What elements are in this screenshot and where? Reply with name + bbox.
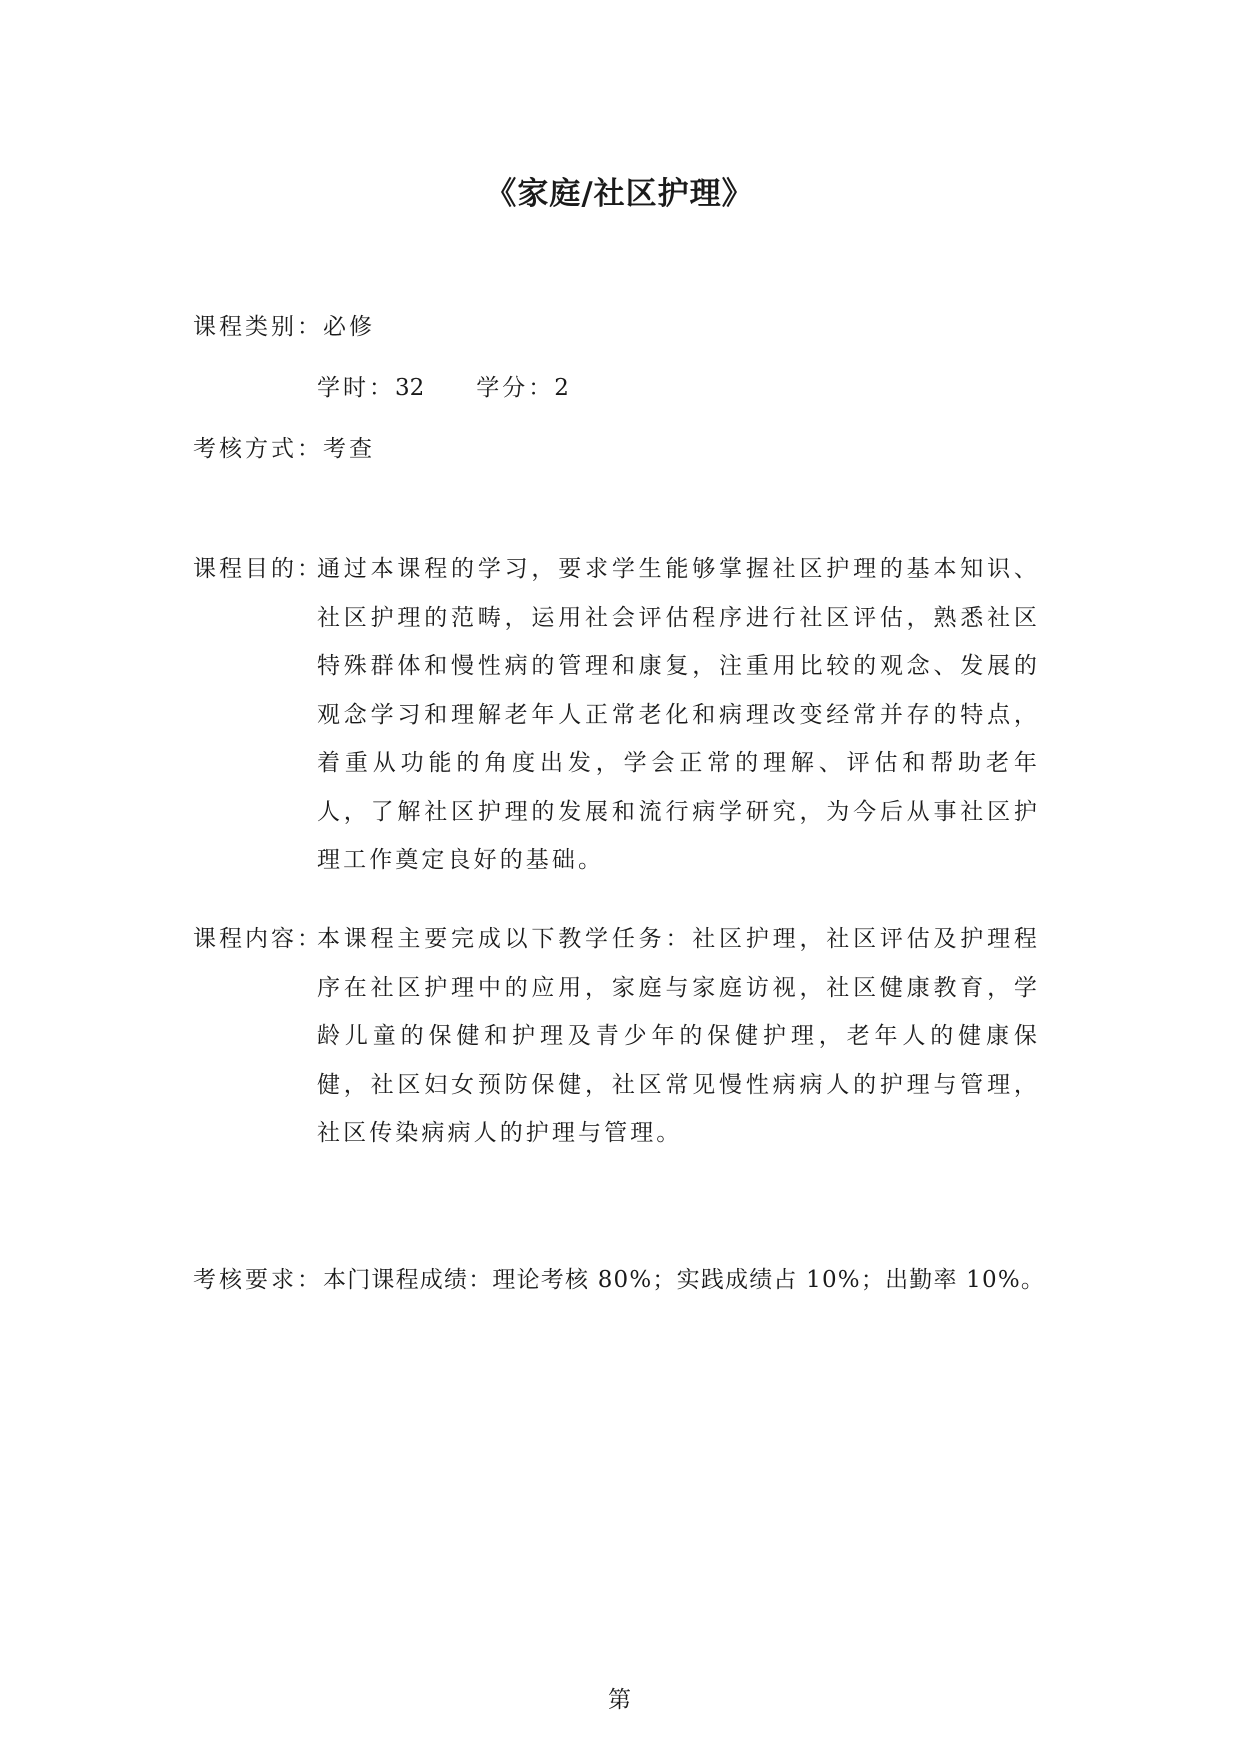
course-objective-label: 课程目的： <box>193 556 323 582</box>
assessment-requirements-text: 本门课程成绩：理论考核 80%；实践成绩占 10%；出勤率 10%。 <box>323 1267 1046 1293</box>
assessment-requirements-label: 考核要求： <box>193 1267 323 1293</box>
course-category-row <box>193 303 375 351</box>
assessment-method-value: 考查 <box>323 436 375 462</box>
credits-value: 2 <box>554 375 569 401</box>
assessment-method-row <box>193 425 375 473</box>
hours-credits-row <box>317 364 569 412</box>
course-content-label: 课程内容： <box>193 926 323 952</box>
credits-label: 学分： <box>476 375 555 401</box>
assessment-requirements-row <box>193 1256 1045 1304</box>
hours-label: 学时： <box>317 375 395 401</box>
course-title: 《家庭/社区护理》 <box>485 176 754 212</box>
page-footer: 第 <box>608 1687 631 1713</box>
course-category-value: 必修 <box>323 314 375 340</box>
hours-value: 32 <box>395 375 425 401</box>
assessment-method-label: 考核方式： <box>193 436 323 462</box>
course-category-label: 课程类别： <box>193 314 323 340</box>
course-objective-text: 通过本课程的学习，要求学生能够掌握社区护理的基本知识、社区护理的范畴，运用社会评估程序进行社区评估，熟悉社区特殊群体和慢性病的管理和康复，注重用比较的观念、发展的观念学习和理解老年人正常老化和病理改变经常并存的特点，着重从功能的角度出发，学会正常的理解、评估和帮助老年人，了解社区护理的发展和流行病学研究，为今后从事社区护理工作奠定良好的基础。 <box>317 556 1040 873</box>
course-content-text: 本课程主要完成以下教学任务：社区护理，社区评估及护理程序在社区护理中的应用，家庭与家庭访视，社区健康教育，学龄儿童的保健和护理及青少年的保健护理，老年人的健康保健，社区妇女预防保健，社区常见慢性病病人的护理与管理，社区传染病病人的护理与管理。 <box>317 926 1040 1146</box>
